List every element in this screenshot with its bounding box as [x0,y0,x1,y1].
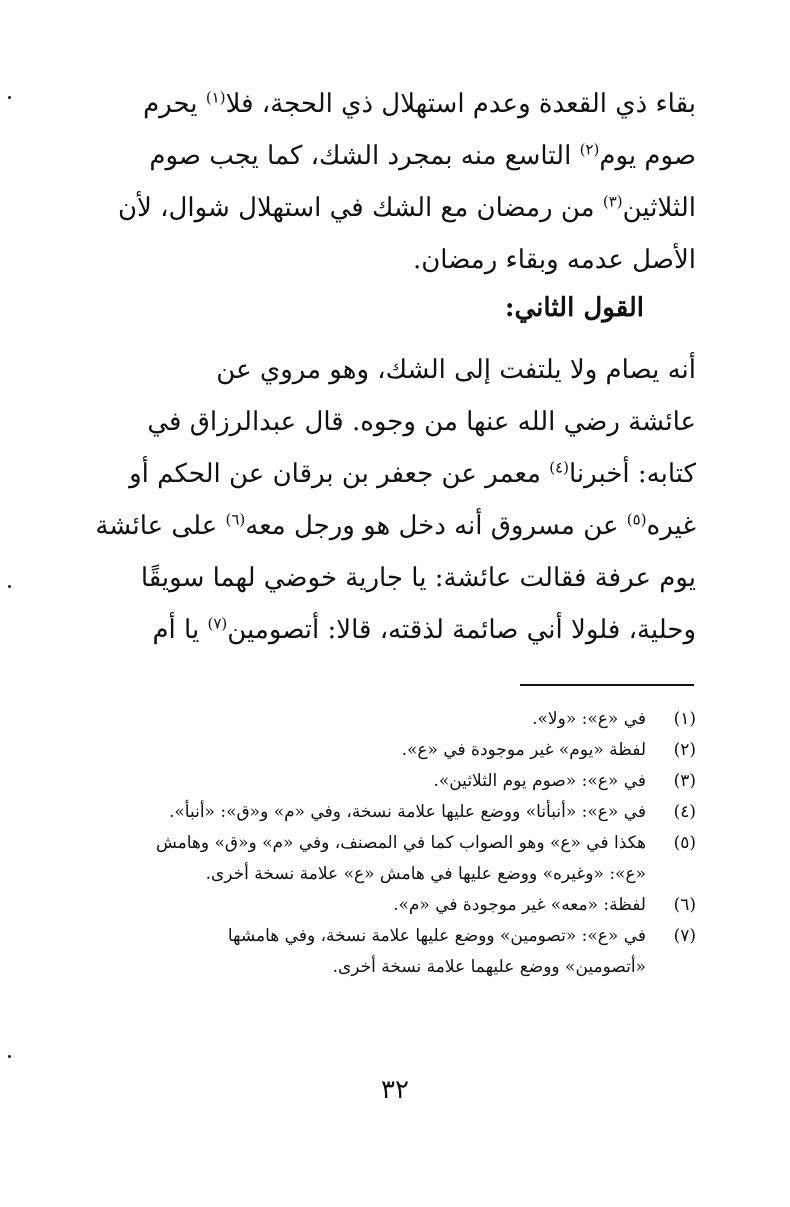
footnote [78,921,696,983]
footnote-ref: (٦) [225,510,246,529]
footnote-ref: (٤) [549,458,569,477]
footnote-text [78,735,652,766]
footnote-line: «أتصومين» ووضع عليهما علامة نسخة أخرى. [332,957,646,977]
footnote-line: لفظة: «معه» غير موجودة في «م». [393,895,646,915]
footnote-line: «ع»: «وغيره» ووضع عليها في هامش «ع» علامة نسخة أخرى. [205,864,646,884]
scan-mark [8,585,11,588]
text-line: يوم عرفة فقالت عائشة: يا جارية خوضي لهما سويقًا [140,563,696,593]
footnote-line: في «ع»: «صوم يوم الثلاثين». [433,771,646,791]
text-segment: كتابه: أخبرنا [569,459,696,489]
footnote-number: (٤) [673,802,696,822]
text-line: الأصل عدمه وبقاء رمضان. [412,245,696,275]
text-segment: يحرم [143,89,206,119]
footnote-text [78,890,652,921]
footnote [78,735,696,766]
footnote-text [78,828,652,890]
text-line [78,78,696,130]
footnote-line: لفظة «يوم» غير موجودة في «ع». [401,740,646,760]
footnote-divider [520,684,694,686]
footnotes-section [78,704,696,983]
text-line [78,182,696,234]
text-line [78,500,696,552]
body-paragraph-1 [78,78,696,286]
scan-mark [8,96,11,99]
text-line [78,448,696,500]
footnote [78,797,696,828]
text-segment: صوم يوم [599,141,696,171]
footnote-number: (١) [673,709,696,729]
footnote-number: (٧) [673,926,696,946]
footnote-line: في «ع»: «تصومين» ووضع عليها علامة نسخة، وفي هامشها [227,926,646,946]
footnote-text [78,766,652,797]
text-segment: معمر عن جعفر بن برقان عن الحكم أو [129,459,550,489]
text-line: أنه يصام ولا يلتفت إلى الشك، وهو مروي عن [216,355,696,385]
text-line [78,604,696,656]
footnote-line: في «ع»: «ولا». [532,709,646,729]
text-segment: من رمضان مع الشك في استهلال شوال، لأن [117,193,603,223]
footnote-line: في «ع»: «أنبأنا» ووضع عليها علامة نسخة، وفي «م» و«ق»: «أنبأ». [168,802,646,822]
footnote-ref: (٣) [602,192,623,211]
footnote-line: هكذا في «ع» وهو الصواب كما في المصنف، وفي «م» و«ق» وهامش [155,833,646,853]
footnote [78,890,696,921]
footnote-number: (٢) [673,740,696,760]
footnote-ref: (٢) [579,140,600,159]
text-segment: على عائشة [95,511,226,541]
footnote-number: (٥) [673,833,696,853]
text-segment: عن مسروق أنه دخل هو ورجل معه [245,511,627,541]
text-segment: وحلية، فلولا أني صائمة لذقته، قالا: أتصومين [227,615,696,645]
page-number: ٣٢ [381,1075,409,1105]
footnote [78,704,696,735]
footnote-number: (٣) [673,771,696,791]
text-line [78,130,696,182]
footnote-number: (٦) [673,895,696,915]
text-segment: غيره [646,511,696,541]
footnote-ref: (١) [205,88,226,107]
text-segment: الثلاثين [622,193,696,223]
footnote-ref: (٧) [207,614,228,633]
footnote [78,766,696,797]
body-paragraph-2 [78,344,696,656]
text-segment: بقاء ذي القعدة وعدم استهلال ذي الحجة، فلا [225,89,696,119]
footnote-text [78,704,652,735]
text-line: عائشة رضي الله عنها من وجوه. قال عبدالرزاق في [147,407,696,437]
text-segment: التاسع منه بمجرد الشك، كما يجب صوم [149,141,580,171]
footnote [78,828,696,890]
scan-mark [8,1055,11,1058]
section-heading: القول الثاني: [504,293,644,323]
footnote-text [78,921,652,983]
text-segment: يا أم [152,615,208,645]
footnote-ref: (٥) [626,510,647,529]
footnote-text [78,797,652,828]
